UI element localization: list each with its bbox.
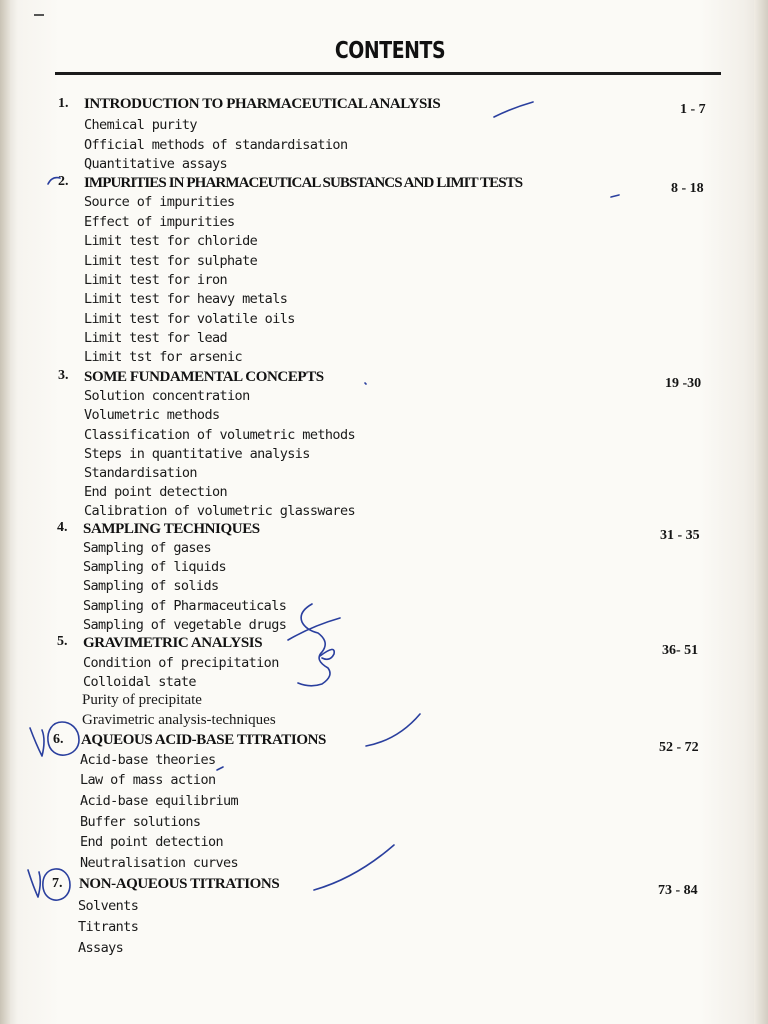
chapter-pages: 1 - 7 [680,102,706,117]
pen-tick-mark [366,714,420,746]
title-rule [55,72,721,75]
topic-item: Limit test for chloride [84,233,258,249]
chapter-title: SAMPLING TECHNIQUES [83,521,260,537]
margin-mark [34,14,44,16]
page-edge-left [0,0,10,1024]
topic-item: Sampling of vegetable drugs [83,617,287,633]
topic-item: Limit test for volatile oils [84,311,295,327]
chapter-title: NON-AQUEOUS TITRATIONS [79,876,280,892]
topic-item: Purity of precipitate [82,692,202,708]
topic-item: Titrants [78,919,139,935]
pen-tick-mark [314,845,394,890]
topic-item: Sampling of solids [83,578,219,594]
topic-item: Sampling of gases [83,540,211,556]
topic-item: Volumetric methods [84,407,220,423]
pen-brace-mark [298,604,330,686]
pen-tick-mark [494,102,533,117]
topic-item: Neutralisation curves [80,855,239,871]
chapter-title: GRAVIMETRIC ANALYSIS [83,635,263,651]
pen-tick-mark [611,195,619,197]
pen-loop-mark [320,649,334,659]
chapter-number: 5. [57,634,68,649]
topic-item: Limit test for sulphate [84,253,258,269]
topic-item: Effect of impurities [84,214,235,230]
topic-item: Acid-base equilibrium [80,793,239,809]
topic-item: Official methods of standardisation [84,137,348,153]
topic-item: Solvents [78,898,139,914]
chapter-title: SOME FUNDAMENTAL CONCEPTS [84,369,324,385]
chapter-number: 7. [52,876,63,891]
topic-item: Law of mass action [80,772,216,788]
topic-item: Limit tst for arsenic [84,349,243,365]
topic-item: Colloidal state [83,674,196,690]
topic-item: Classification of volumetric methods [84,427,355,443]
chapter-pages: 52 - 72 [659,740,699,755]
topic-item: Condition of precipitation [83,655,279,671]
topic-item: Buffer solutions [80,814,201,830]
topic-item: Limit test for iron [84,272,228,288]
topic-item: Acid-base theories [80,752,216,768]
topic-item: Calibration of volumetric glasswares [84,503,355,519]
topic-item: Solution concentration [84,388,250,404]
chapter-pages: 31 - 35 [660,528,700,543]
pen-cross-mark [288,618,340,640]
topic-item: Steps in quantitative analysis [84,446,310,462]
chapter-title: INTRODUCTION TO PHARMACEUTICAL ANALYSIS [84,96,441,112]
chapter-title: IMPURITIES IN PHARMACEUTICAL SUBSTANCS AND LIMIT TESTS [84,175,523,191]
topic-item: Sampling of Pharmaceuticals [83,598,287,614]
pen-initial-mark [28,870,40,897]
pen-tick-mark [217,767,223,770]
chapter-title: AQUEOUS ACID-BASE TITRATIONS [81,732,326,748]
page-edge-right [754,0,768,1024]
chapter-pages: 36- 51 [662,643,699,658]
topic-item: Assays [78,940,124,956]
chapter-pages: 19 -30 [665,376,702,391]
topic-item: Limit test for lead [84,330,228,346]
chapter-pages: 8 - 18 [671,181,704,196]
topic-item: Standardisation [84,465,197,481]
topic-item: Gravimetric analysis-techniques [82,712,276,728]
page-title: CONTENTS [334,38,446,64]
chapter-pages: 73 - 84 [658,883,698,898]
topic-item: End point detection [80,834,224,850]
topic-item: Limit test for heavy metals [84,291,288,307]
topic-item: End point detection [84,484,228,500]
chapter-number: 2. [58,174,69,189]
chapter-number: 1. [58,96,69,111]
pen-initial-mark [30,728,44,756]
chapter-number: 3. [58,368,69,383]
chapter-number: 6. [53,732,64,747]
topic-item: Source of impurities [84,194,235,210]
pen-dot-mark [365,383,366,384]
chapter-number: 4. [57,520,68,535]
topic-item: Sampling of liquids [83,559,227,575]
topic-item: Quantitative assays [84,156,228,172]
topic-item: Chemical purity [84,117,197,133]
